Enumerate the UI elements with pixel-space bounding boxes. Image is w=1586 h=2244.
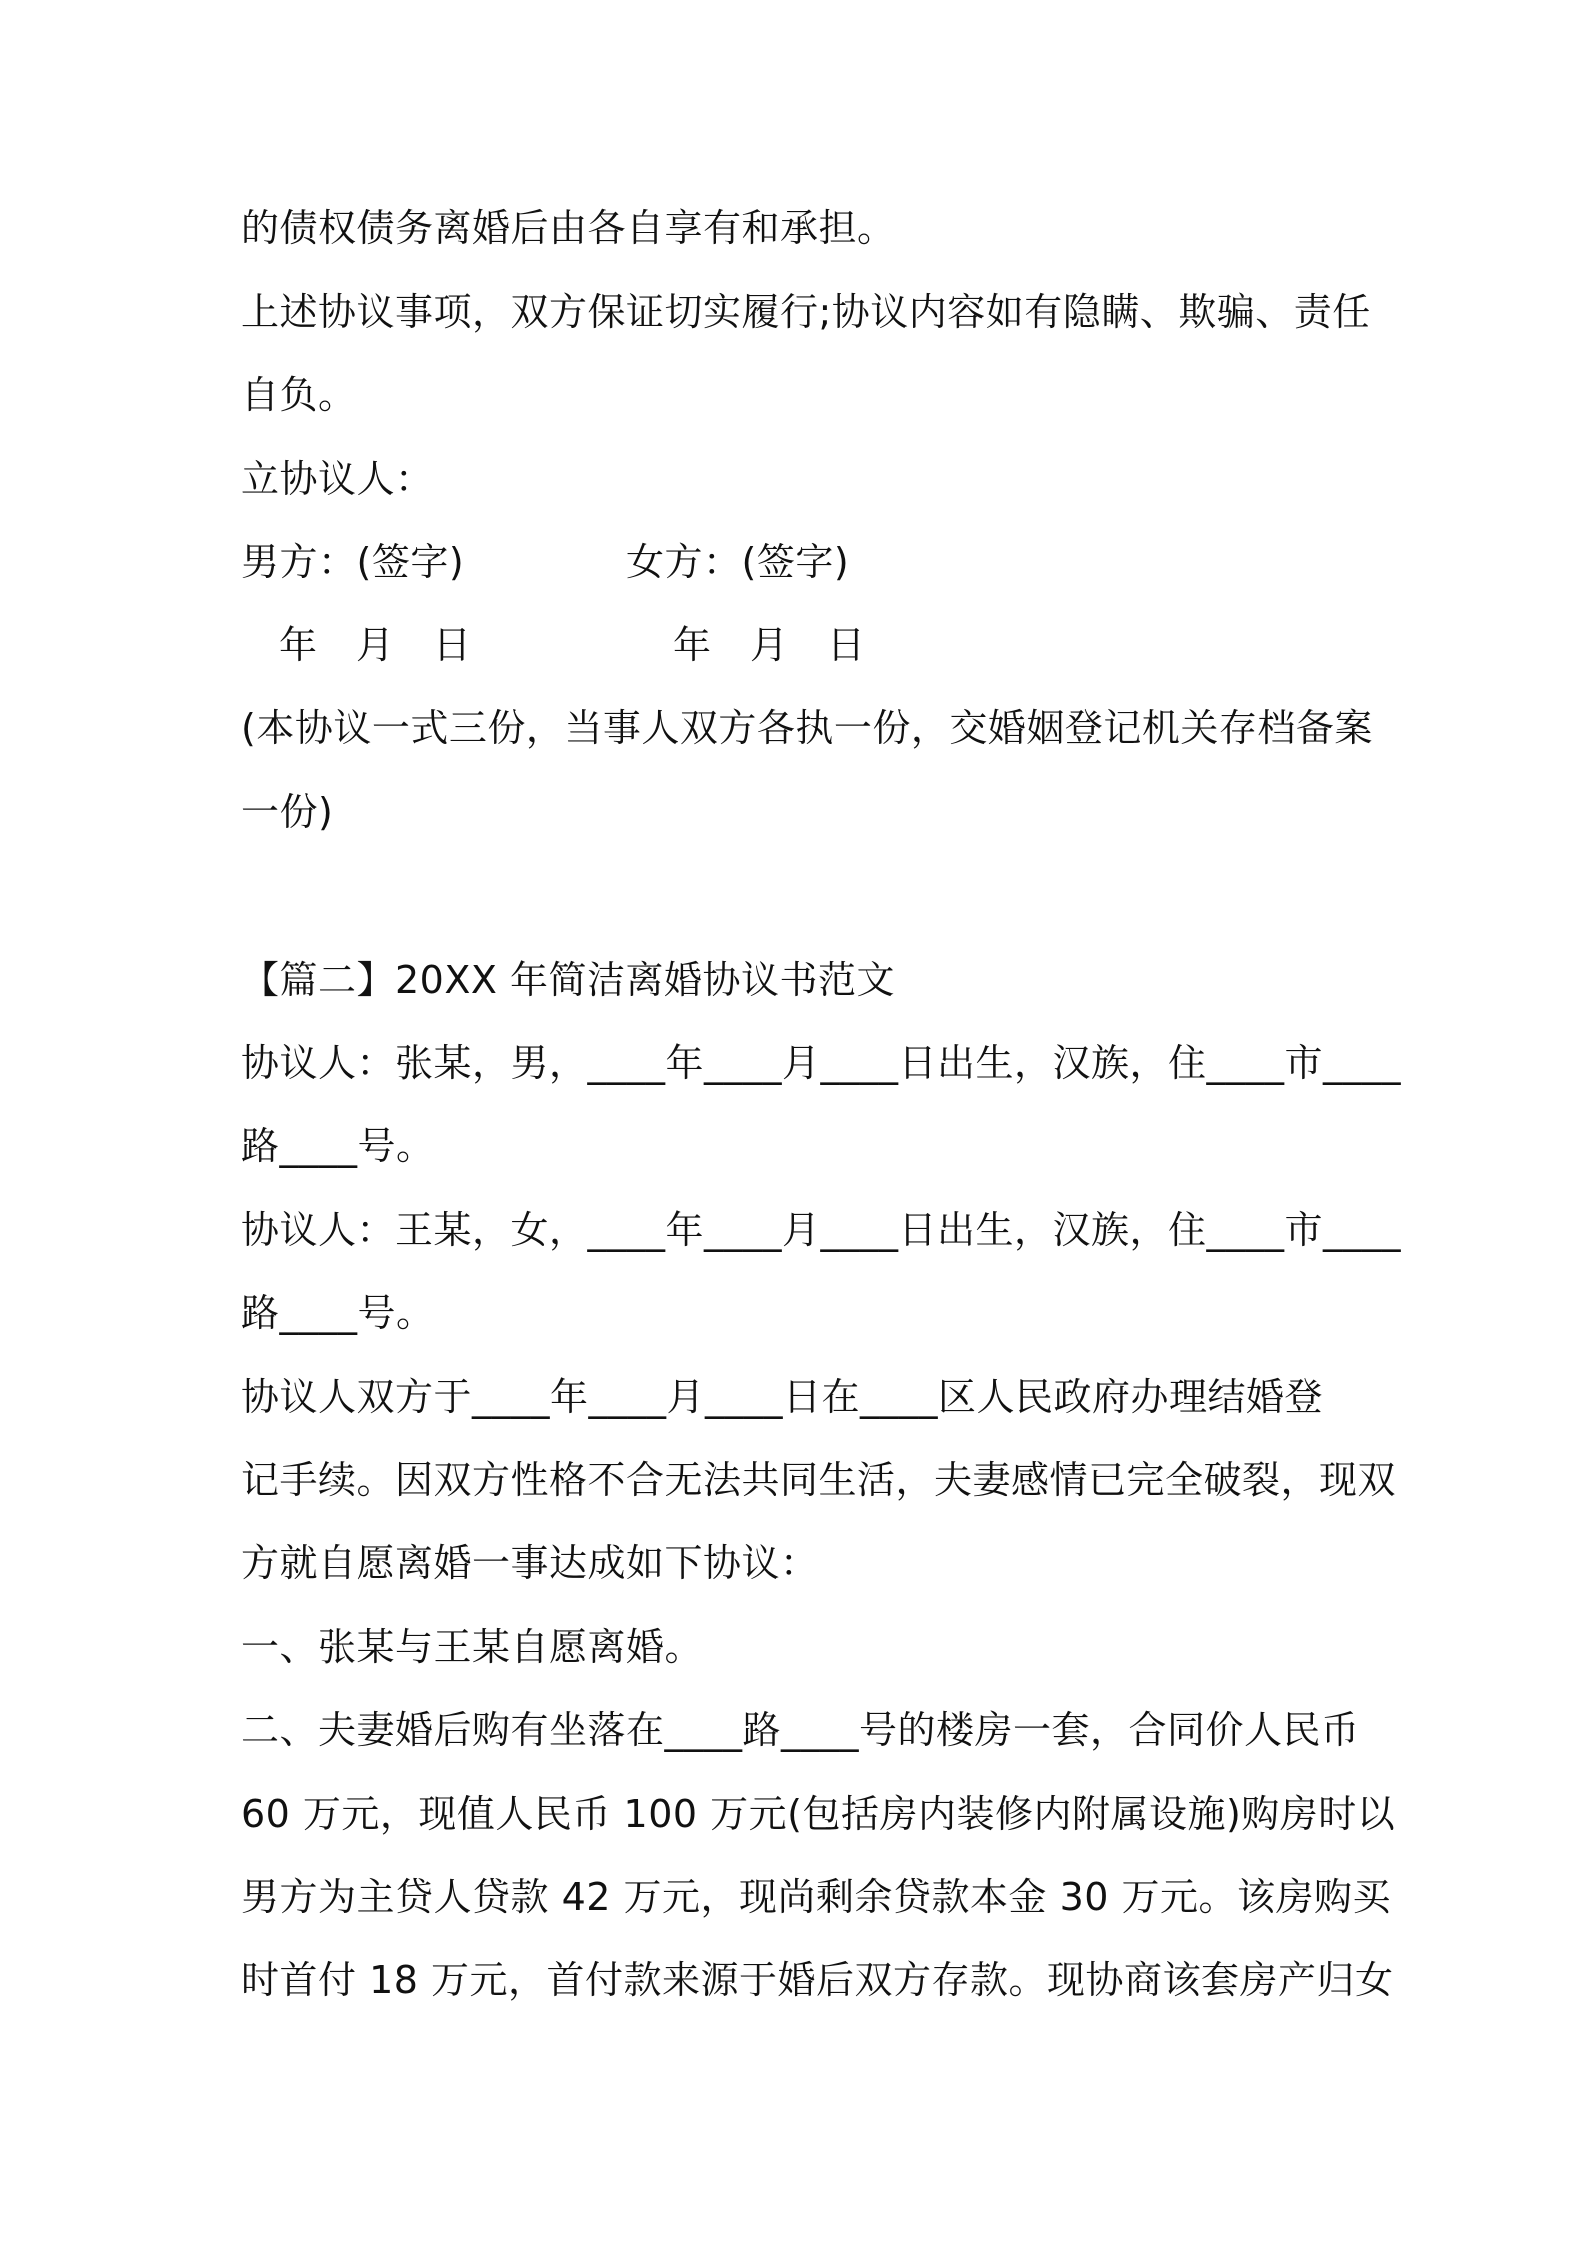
- note-line: 一份): [241, 790, 334, 834]
- clause-line: 男方为主贷人贷款 42 万元，现尚剩余贷款本金 30 万元。该房购买: [241, 1875, 1392, 1919]
- male-signature-label: 男方：(签字): [241, 540, 465, 584]
- date-row: [241, 620, 1361, 670]
- paragraph-line: 的债权债务离婚后由各自享有和承担。: [241, 206, 896, 250]
- clause-line: 二、夫妻婚后购有坐落在____路____号的楼房一套，合同价人民币: [241, 1708, 1360, 1752]
- party-line: 路____号。: [241, 1291, 435, 1335]
- section-title: 【篇二】20XX 年简洁离婚协议书范文: [241, 958, 895, 1002]
- party-line: 协议人：王某，女，____年____月____日出生，汉族，住____市____: [241, 1208, 1402, 1252]
- clause-line: 一、张某与王某自愿离婚。: [241, 1625, 704, 1669]
- female-signature-label: 女方：(签字): [626, 540, 850, 584]
- paragraph-line: 记手续。因双方性格不合无法共同生活，夫妻感情已完全破裂，现双: [241, 1458, 1397, 1502]
- clause-line: 60 万元，现值人民币 100 万元(包括房内装修内附属设施)购房时以: [241, 1792, 1396, 1836]
- note-line: (本协议一式三份，当事人双方各执一份，交婚姻登记机关存档备案: [241, 706, 1373, 750]
- paragraph-line: 上述协议事项，双方保证切实履行;协议内容如有隐瞒、欺骗、责任: [241, 290, 1371, 334]
- paragraph-line: 方就自愿离婚一事达成如下协议：: [241, 1541, 819, 1585]
- party-line: 路____号。: [241, 1124, 435, 1168]
- signers-label: 立协议人：: [241, 457, 434, 501]
- clause-line: 时首付 18 万元，首付款来源于婚后双方存款。现协商该套房产归女: [241, 1958, 1394, 2002]
- party-line: 协议人：张某，男，____年____月____日出生，汉族，住____市____: [241, 1041, 1402, 1085]
- paragraph-line: 协议人双方于____年____月____日在____区人民政府办理结婚登: [241, 1375, 1324, 1419]
- paragraph-line: 自负。: [241, 373, 357, 417]
- female-date-label: 年 月 日: [673, 623, 866, 667]
- signature-row: [241, 537, 1361, 587]
- male-date-label: 年 月 日: [279, 623, 472, 667]
